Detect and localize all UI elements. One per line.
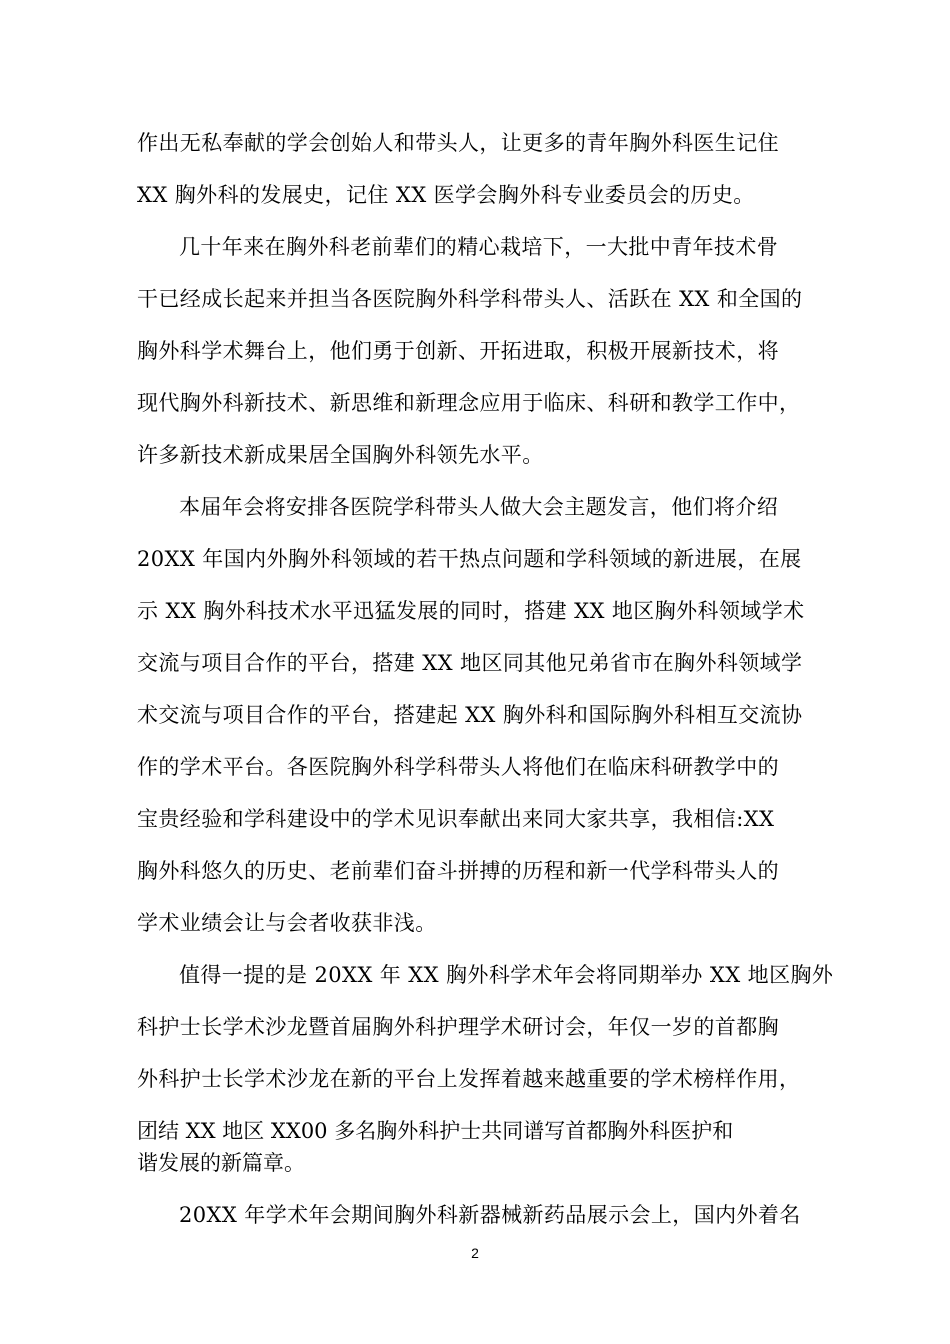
- paragraph-line: 外科护士长学术沙龙在新的平台上发挥着越来越重要的学术榜样作用，: [137, 1067, 801, 1091]
- paragraph-line: 宝贵经验和学科建设中的学术见识奉献出来同大家共享，我相信:XX: [137, 807, 775, 831]
- paragraph-line: 作的学术平台。各医院胸外科学科带头人将他们在临床科研教学中的: [137, 755, 779, 779]
- paragraph-line: 值得一提的是 20XX 年 XX 胸外科学术年会将同期举办 XX 地区胸外: [179, 963, 834, 987]
- paragraph-line: 本届年会将安排各医院学科带头人做大会主题发言，他们将介绍: [179, 495, 779, 519]
- paragraph-line: XX 胸外科的发展史，记住 XX 医学会胸外科专业委员会的历史。: [137, 183, 755, 207]
- paragraph-line: 术交流与项目合作的平台，搭建起 XX 胸外科和国际胸外科相互交流协: [137, 703, 803, 727]
- paragraph-line: 干已经成长起来并担当各医院胸外科学科带头人、活跃在 XX 和全国的: [137, 287, 803, 311]
- paragraph-line: 交流与项目合作的平台，搭建 XX 地区同其他兄弟省市在胸外科领域学: [137, 651, 803, 675]
- paragraph-line: 胸外科悠久的历史、老前辈们奋斗拼搏的历程和新一代学科带头人的: [137, 859, 779, 883]
- paragraph-line: 学术业绩会让与会者收获非浅。: [137, 911, 437, 935]
- paragraph-line: 20XX 年学术年会期间胸外科新器械新药品展示会上，国内外着名: [179, 1203, 801, 1227]
- paragraph-line: 20XX 年国内外胸外科领域的若干热点问题和学科领域的新进展，在展: [137, 547, 802, 571]
- paragraph-line: 科护士长学术沙龙暨首届胸外科护理学术研讨会，年仅一岁的首都胸: [137, 1015, 779, 1039]
- paragraph-line: 许多新技术新成果居全国胸外科领先水平。: [137, 443, 544, 467]
- paragraph-line: 作出无私奉献的学会创始人和带头人，让更多的青年胸外科医生记住: [137, 131, 779, 155]
- paragraph-line: 现代胸外科新技术、新思维和新理念应用于临床、科研和教学工作中，: [137, 391, 801, 415]
- page-number: 2: [471, 1245, 479, 1261]
- paragraph-line: 胸外科学术舞台上，他们勇于创新、开拓进取，积极开展新技术，将: [137, 339, 779, 363]
- paragraph-line: 示 XX 胸外科技术水平迅猛发展的同时，搭建 XX 地区胸外科领域学术: [137, 599, 805, 623]
- paragraph-line: 团结 XX 地区 XX00 多名胸外科护士共同谱写首都胸外科医护和: [137, 1119, 734, 1143]
- paragraph-line: 谐发展的新篇章。: [137, 1151, 305, 1175]
- paragraph-line: 几十年来在胸外科老前辈们的精心栽培下，一大批中青年技术骨: [179, 235, 779, 259]
